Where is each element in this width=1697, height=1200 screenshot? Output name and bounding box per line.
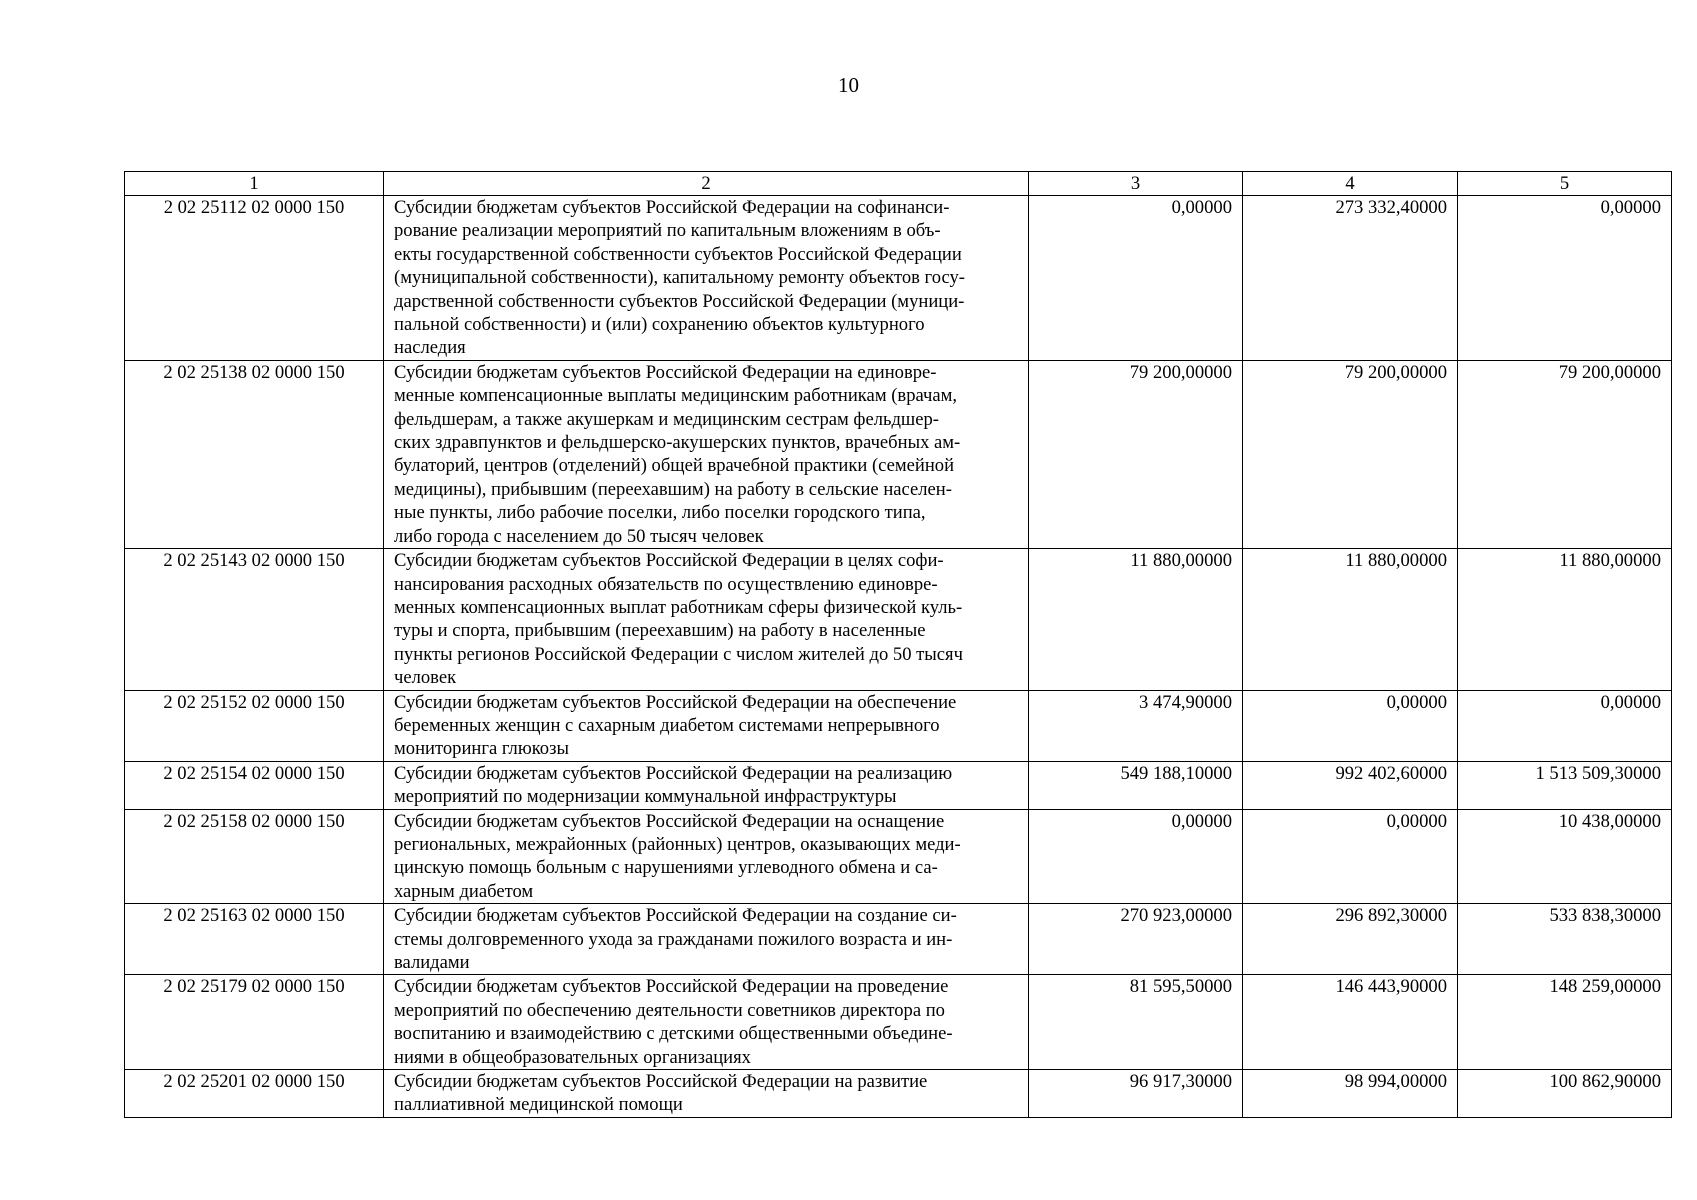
column-header-1: 1 <box>125 172 384 196</box>
table-row <box>125 690 1672 761</box>
amount-col5-cell: 100 862,90000 <box>1458 1070 1672 1118</box>
amount-col4-cell: 11 880,00000 <box>1243 549 1458 690</box>
amount-col4-cell: 0,00000 <box>1243 690 1458 761</box>
amount-col5-cell: 10 438,00000 <box>1458 809 1672 904</box>
budget-code-cell: 2 02 25138 02 0000 150 <box>125 360 384 548</box>
amount-col5-cell: 0,00000 <box>1458 196 1672 361</box>
budget-code-cell: 2 02 25112 02 0000 150 <box>125 196 384 361</box>
description-cell: Субсидии бюджетам субъектов Российской Федерации на обеспечение беременных женщин с сахарным диабетом системами непрерывного мониторинга глюкозы <box>384 690 1029 761</box>
budget-code-cell: 2 02 25154 02 0000 150 <box>125 761 384 809</box>
amount-col5-cell: 0,00000 <box>1458 690 1672 761</box>
description-cell: Субсидии бюджетам субъектов Российской Федерации на оснащение региональных, межрайонных (районных) центров, оказывающих меди- цинскую помощь больным с нарушениями углеводного обмена и са- харным диабетом <box>384 809 1029 904</box>
budget-code-cell: 2 02 25201 02 0000 150 <box>125 1070 384 1118</box>
description-cell: Субсидии бюджетам субъектов Российской Федерации в целях софи- нансирования расходных обязательств по осуществлению единовре- менных компенсационных выплат работникам сферы физической куль- туры и спорта, прибывшим (переехавшим) на работу в населенные пункты регионов Российской Федерации с числом жителей до 50 тысяч человек <box>384 549 1029 690</box>
column-header-3: 3 <box>1029 172 1243 196</box>
amount-col3-cell: 81 595,50000 <box>1029 975 1243 1070</box>
amount-col4-cell: 98 994,00000 <box>1243 1070 1458 1118</box>
amount-col3-cell: 0,00000 <box>1029 809 1243 904</box>
amount-col3-cell: 11 880,00000 <box>1029 549 1243 690</box>
amount-col3-cell: 0,00000 <box>1029 196 1243 361</box>
amount-col3-cell: 270 923,00000 <box>1029 904 1243 975</box>
description-cell: Субсидии бюджетам субъектов Российской Федерации на реализацию мероприятий по модернизации коммунальной инфраструктуры <box>384 761 1029 809</box>
amount-col4-cell: 146 443,90000 <box>1243 975 1458 1070</box>
budget-code-cell: 2 02 25152 02 0000 150 <box>125 690 384 761</box>
table-row <box>125 549 1672 690</box>
description-cell: Субсидии бюджетам субъектов Российской Федерации на софинанси- рование реализации мероприятий по капитальным вложениям в объ- екты государственной собственности субъектов Российской Федерации (муниципальной собственности), капитальному ремонту объектов госу- дарственной собственности субъектов Российской Федерации (муници- пальной собственности) и (или) сохранению объектов культурного наследия <box>384 196 1029 361</box>
budget-code-cell: 2 02 25158 02 0000 150 <box>125 809 384 904</box>
table-row <box>125 196 1672 361</box>
table-body <box>125 196 1672 1118</box>
amount-col4-cell: 0,00000 <box>1243 809 1458 904</box>
table-row <box>125 904 1672 975</box>
table-header-row <box>125 172 1672 196</box>
table-row <box>125 809 1672 904</box>
amount-col3-cell: 3 474,90000 <box>1029 690 1243 761</box>
amount-col5-cell: 148 259,00000 <box>1458 975 1672 1070</box>
table-row <box>125 761 1672 809</box>
amount-col4-cell: 992 402,60000 <box>1243 761 1458 809</box>
description-cell: Субсидии бюджетам субъектов Российской Федерации на проведение мероприятий по обеспечению деятельности советников директора по воспитанию и взаимодействию с детскими общественными объедине- ниями в общеобразовательных организациях <box>384 975 1029 1070</box>
amount-col4-cell: 296 892,30000 <box>1243 904 1458 975</box>
amount-col5-cell: 1 513 509,30000 <box>1458 761 1672 809</box>
amount-col3-cell: 96 917,30000 <box>1029 1070 1243 1118</box>
amount-col4-cell: 79 200,00000 <box>1243 360 1458 548</box>
table-row <box>125 360 1672 548</box>
table-row <box>125 975 1672 1070</box>
amount-col3-cell: 79 200,00000 <box>1029 360 1243 548</box>
description-cell: Субсидии бюджетам субъектов Российской Федерации на единовре- менные компенсационные выплаты медицинским работникам (врачам, фельдшерам, а также акушеркам и медицинским сестрам фельдшер- ских здравпунктов и фельдшерско-акушерских пунктов, врачебных ам- булаторий, центров (отделений) общей врачебной практики (семейной медицины), прибывшим (переехавшим) на работу в сельские населен- ные пункты, либо рабочие поселки, либо поселки городского типа, либо города с населением до 50 тысяч человек <box>384 360 1029 548</box>
column-header-4: 4 <box>1243 172 1458 196</box>
budget-code-cell: 2 02 25163 02 0000 150 <box>125 904 384 975</box>
column-header-2: 2 <box>384 172 1029 196</box>
column-header-5: 5 <box>1458 172 1672 196</box>
description-cell: Субсидии бюджетам субъектов Российской Федерации на развитие паллиативной медицинской помощи <box>384 1070 1029 1118</box>
amount-col3-cell: 549 188,10000 <box>1029 761 1243 809</box>
table-row <box>125 1070 1672 1118</box>
amount-col4-cell: 273 332,40000 <box>1243 196 1458 361</box>
budget-table <box>124 171 1672 1118</box>
description-cell: Субсидии бюджетам субъектов Российской Федерации на создание си- стемы долговременного ухода за гражданами пожилого возраста и ин- валидами <box>384 904 1029 975</box>
amount-col5-cell: 79 200,00000 <box>1458 360 1672 548</box>
amount-col5-cell: 533 838,30000 <box>1458 904 1672 975</box>
amount-col5-cell: 11 880,00000 <box>1458 549 1672 690</box>
budget-code-cell: 2 02 25143 02 0000 150 <box>125 549 384 690</box>
page-number: 10 <box>838 73 859 97</box>
budget-code-cell: 2 02 25179 02 0000 150 <box>125 975 384 1070</box>
